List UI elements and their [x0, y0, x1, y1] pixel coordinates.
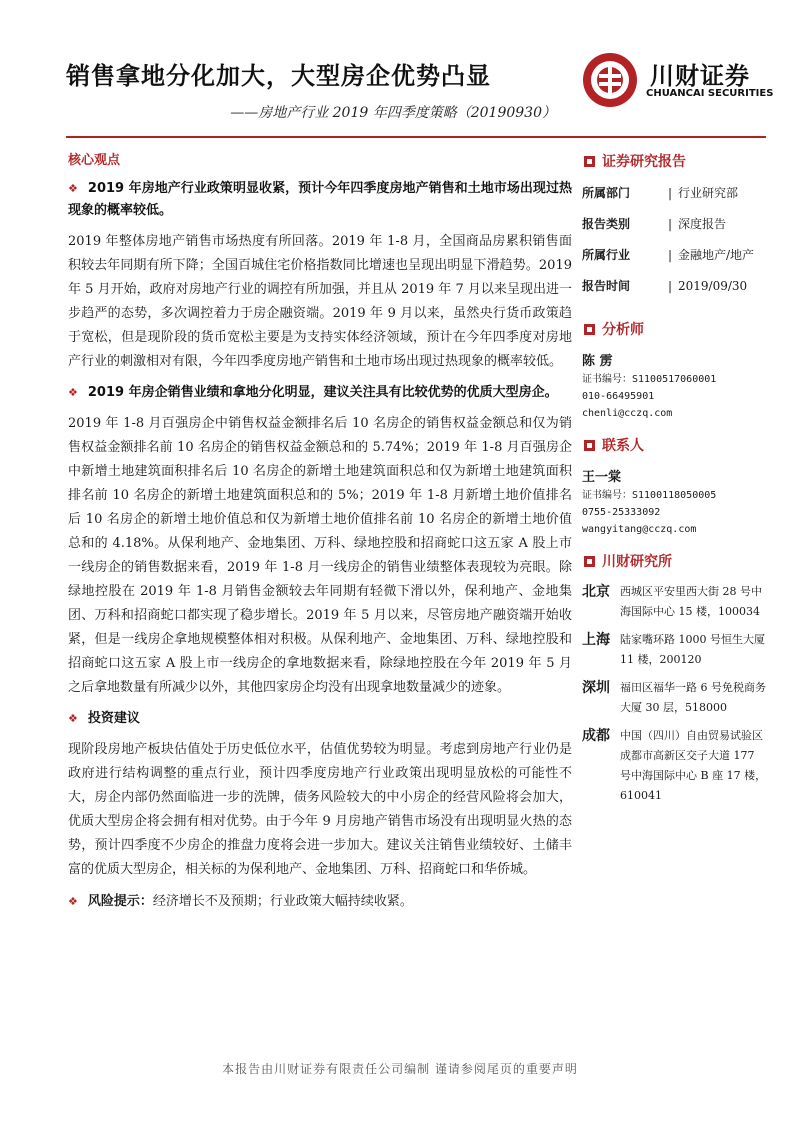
bullet-heading-investment: ❖ 投资建议	[68, 711, 140, 726]
office-shenzhen: 深圳 福田区福华一路 6 号免税商务大厦 30 层，518000	[582, 680, 766, 714]
page-footer: 本报告由川财证券有限责任公司编制 谨请参阅尾页的重要声明	[222, 1062, 578, 1076]
diamond-bullet-icon: ❖	[68, 386, 78, 399]
institute-heading: 川财研究所	[582, 552, 768, 572]
contact-cert: 证书编号：S1100118050005	[582, 490, 717, 501]
office-beijing: 北京 西城区平安里西大街 28 号中海国际中心 15 楼，100034	[582, 584, 762, 618]
office-shanghai: 上海 陆家嘴环路 1000 号恒生大厦 11 楼，200120	[582, 632, 765, 666]
contact-email[interactable]: wangyitang@cczq.com	[582, 524, 697, 535]
logo-chinese-name: 川财证券	[650, 62, 750, 90]
square-bullet-icon	[584, 556, 595, 567]
contact-phone: 0755-25333092	[582, 507, 661, 518]
analyst-phone: 010-66495901	[582, 391, 655, 402]
report-subtitle: ——房地产行业 2019 年四季度策略（20190930）	[230, 105, 556, 121]
square-bullet-icon	[584, 324, 595, 335]
main-content	[68, 145, 572, 914]
square-bullet-icon	[584, 156, 595, 167]
report-info-heading: 证券研究报告	[582, 152, 768, 172]
office-chengdu: 成都 中国（四川）自由贸易试验区成都市高新区交子大道 177 号中海国际中心 B 座 17 楼，610041	[582, 728, 767, 802]
analyst-name: 陈 雳	[582, 354, 613, 369]
analyst-heading: 分析师	[582, 320, 768, 340]
bullet-heading-divergence: ❖ 2019 年房企销售业绩和拿地分化明显，建议关注具有比较优势的优质大型房企。	[68, 385, 558, 400]
company-logo	[582, 52, 772, 110]
logo-english-name: CHUANCAI SECURITIES	[646, 88, 774, 99]
header-divider	[66, 136, 766, 138]
paragraph-investment: 现阶段房地产板块估值处于历史低位水平，估值优势较为明显。考虑到房地产行业仍是政府进行结构调整的重点行业，预计四季度房地产行业政策出现明显放松的可能性不大，房企内部仍然面临进一步的洗牌，债务风险较大的中小房企的经营风险将会加大，优质大型房企将会拥有相对优势。由于今年 9 月房地产销售市场没有出现明显火热的态势，预计四季度不少房企的推盘力度将会进一步加大。建议关注销售业绩较好、土储丰富的优质大型房企，相关标的为保利地产、金地集团、万科、招商蛇口和华侨城。	[68, 742, 572, 877]
diamond-bullet-icon: ❖	[68, 182, 78, 195]
risk-warning	[68, 890, 572, 914]
risk-label: 风险提示：	[87, 894, 153, 909]
logo-mark-icon	[582, 52, 638, 108]
analyst-cert: 证书编号：S1100517060001	[582, 374, 717, 385]
paragraph-divergence: 2019 年 1-8 月百强房企中销售权益金额排名后 10 名房企的销售权益金额总和仅为销售权益金额排名前 10 名房企的销售权益金额总和的 5.74%；2019 年 1-8 月百强房企中新增土地建筑面积排名后 10 名房企的新增土地建筑面积总和仅为新增土地建筑面积排名前 10 名房企的新增土地建筑面积总和的 5%；2019 年 1-8 月新增土地价值排名后 10 名房企的新增土地价值总和仅为新增土地价值排名前 10 名房企的新增土地价值总和的 4.18%。从保利地产、金地集团、万科、绿地控股和招商蛇口这五家 A 股上市一线房企的销售数据来看，2019 年 1-8 月一线房企的销售业绩整体表现较为亮眼。除绿地控股在 2019 年 1-8 月销售金额较去年同期有轻微下滑以外，保利地产、金地集团、万科和招商蛇口都实现了稳步增长。2019 年 5 月以来，尽管房地产融资端开始收紧，但是一线房企拿地规模整体相对积极。从保利地产、金地集团、万科、绿地控股和招商蛇口这五家 A 股上市一线房企的拿地数据来看，除绿地控股在今年 2019 年 5 月之后拿地数量有所减少以外，其他四家房企均没有出现拿地数量减少的迹象。	[68, 416, 572, 695]
meta-row: 报告时间 | 2019/09/30	[582, 279, 748, 293]
meta-row: 所属部门 | 行业研究部	[582, 186, 739, 200]
square-bullet-icon	[584, 440, 595, 451]
analyst-email[interactable]: chenli@cczq.com	[582, 408, 673, 419]
meta-row: 报告类别 | 深度报告	[582, 217, 727, 231]
contact-name: 王一棠	[582, 470, 622, 485]
risk-text: 经济增长不及预期；行业政策大幅持续收紧。	[152, 894, 413, 909]
diamond-bullet-icon: ❖	[68, 712, 78, 725]
report-header	[66, 52, 774, 132]
bullet-heading-policy: ❖ 2019 年房地产行业政策明显收紧，预计今年四季度房地产销售和土地市场出现过热现象的概率较低。	[68, 181, 572, 218]
contact-heading: 联系人	[582, 436, 768, 456]
sidebar	[582, 152, 768, 814]
core-views-label: 核心观点	[68, 153, 121, 168]
diamond-bullet-icon: ❖	[68, 895, 78, 908]
meta-row: 所属行业 | 金融地产/地产	[582, 248, 755, 262]
paragraph-market: 2019 年整体房地产销售市场热度有所回落。2019 年 1-8 月，全国商品房累积销售面积较去年同期有所下降；全国百城住宅价格指数同比增速也呈现出明显下滑趋势。2019 年 5 月开始，政府对房地产行业的调控有所加强，并且从 2019 年 7 月以来呈现出进一步趋严的态势，多次调控着力于房企融资端。2019 年 9 月以来，虽然央行货币政策趋于宽松，但是现阶段的货币宽松主要是为支持实体经济领域，预计在今年四季度对房地产行业的刺激相对有限，今年四季度房地产销售和土地市场出现过热现象的概率较低。	[68, 234, 572, 369]
report-title: 销售拿地分化加大，大型房企优势凸显	[66, 62, 491, 90]
